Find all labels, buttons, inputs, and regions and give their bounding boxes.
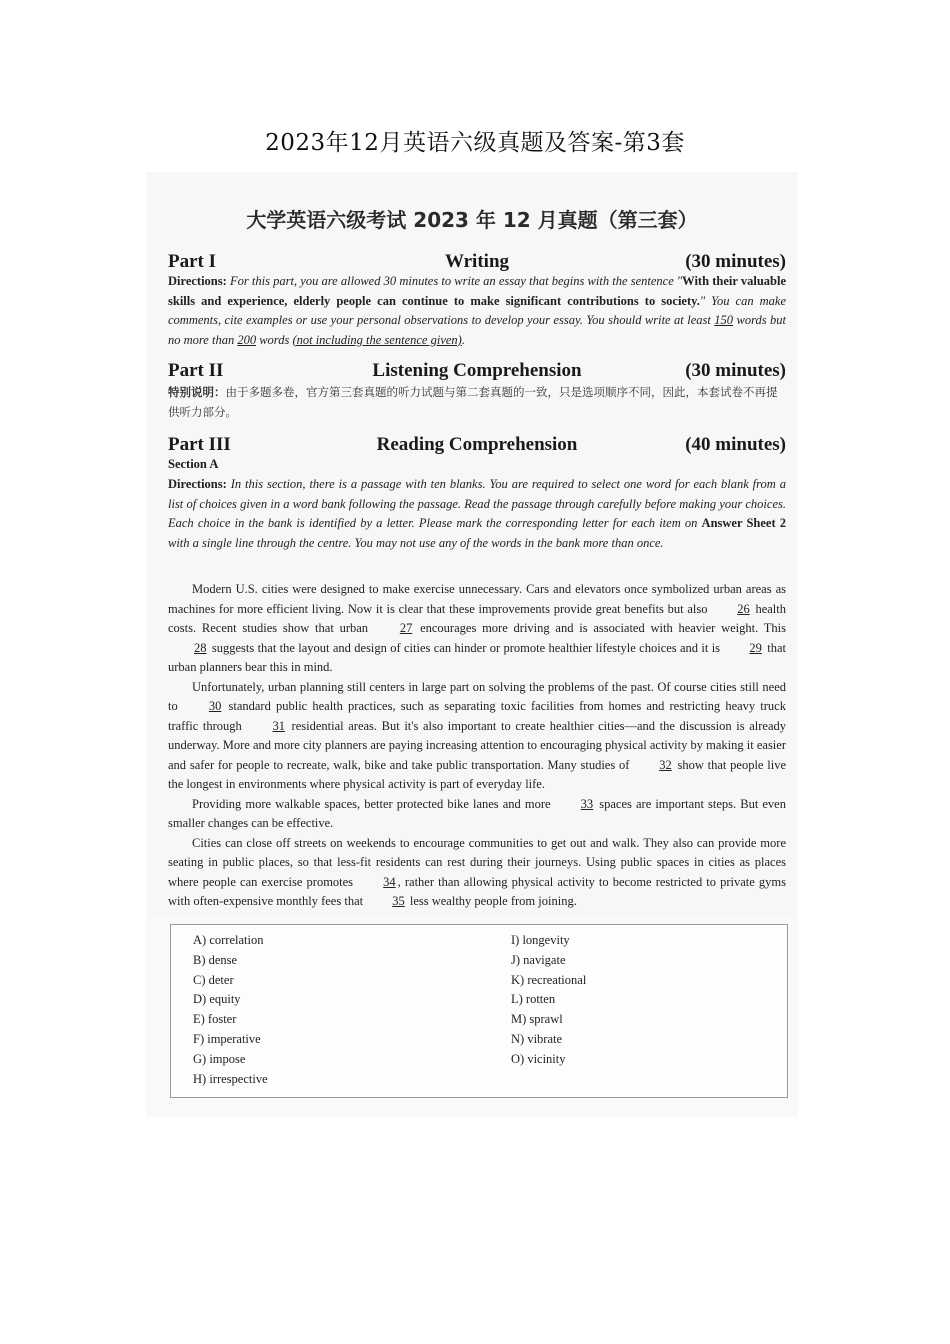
max-word-count: 200 bbox=[237, 332, 257, 347]
part-1-directions: Directions: For this part, you are allowed 30 minutes to write an essay that begins with the sentence "With their valuable skills and experience, elderly people can continue to make significant contributions to society." You can make comments, cite examples or use your personal observations to develop your essay. You should write at least 150 words but no more than 200 words (not including the sentence given). bbox=[168, 274, 787, 347]
part-1-name: Writing bbox=[444, 251, 510, 272]
blank-30: 30 bbox=[208, 699, 222, 713]
part-3-directions: Directions: In this section, there is a passage with ten blanks. You are required to select one word for each blank from a list of choices given in a word bank following the passage. Read the passage through carefully before making your choices. Each choice in the bank is identified by a letter. Please mark the corresponding letter for each item on Answer Sheet 2 with a single line through the centre. You may not use any of the words in the bank more than once. bbox=[168, 477, 787, 550]
blank-33: 33 bbox=[580, 796, 594, 811]
part-3-time: (40 minutes) bbox=[685, 434, 786, 455]
part-2-label: Part II bbox=[168, 360, 224, 381]
part-1-label: Part I bbox=[168, 251, 217, 272]
blank-34: 34 bbox=[383, 874, 396, 889]
blank-35: 35 bbox=[392, 894, 405, 908]
reading-passage bbox=[168, 580, 786, 912]
passage-paragraph: Unfortunately, urban planning still centers in large part on solving the problems of the past. Of course cities still need to 30 standard public health practices, such as separating toxic facilities from homes and restricting heavy truck traffic through 31 residential areas. But it's also important to create healthier cities—and the discussion is already underway. More and more city planners are paying increasing attention to encouraging physical activity by making it easier and safer for people to recreate, walk, bike and take public transportation. Many studies of 32 show that people live the longest in environments where physical activity is part of everyday life. bbox=[168, 679, 786, 791]
part-2-time: (30 minutes) bbox=[685, 360, 786, 381]
word-bank-right-column bbox=[511, 931, 586, 1070]
part-3-name: Reading Comprehension bbox=[376, 434, 578, 455]
word-option: M) sprawl bbox=[511, 1012, 563, 1027]
blank-28: 28 bbox=[194, 640, 207, 655]
word-option: N) vibrate bbox=[511, 1031, 563, 1046]
word-option: O) vicinity bbox=[511, 1051, 566, 1066]
essay-prompt: With their valuable skills and experience, elderly people can continue to make significant contributions to society. bbox=[168, 274, 786, 308]
word-option: D) equity bbox=[193, 992, 241, 1007]
part-2-name: Listening Comprehension bbox=[372, 360, 582, 381]
word-option: G) impose bbox=[193, 1051, 246, 1066]
passage-paragraph: Cities can close off streets on weekends to encourage communities to get out and walk. They also can provide more seating in public places, so that less-fit residents can rest during their journeys. Using public spaces in cities as places where people can exercise promotes 34 , rather than allowing physical activity to become restricted to private gyms with often-expensive monthly fees that 35 less wealthy people from joining. bbox=[168, 834, 786, 912]
blank-27: 27 bbox=[399, 621, 413, 635]
word-bank-left-column bbox=[193, 931, 268, 1089]
blank-31: 31 bbox=[272, 718, 285, 733]
word-option: A) correlation bbox=[193, 933, 264, 947]
directions-label: Directions: bbox=[168, 477, 227, 491]
word-option: L) rotten bbox=[511, 992, 556, 1007]
document-title: 2023年12月英语六级真题及答案-第3套 bbox=[265, 130, 685, 156]
passage-paragraph: Modern U.S. cities were designed to make exercise unnecessary. Cars and elevators once symbolized urban areas as machines for more efficient living. Now it is clear that these improvements provide great benefits but also 26 health costs. Recent studies show that urban 27 encourages more driving and is associated with heavier weight. This 28 suggests that the layout and design of cities can hinder or promote healthier lifestyle choices and it is 29 that urban planners bear this in mind. bbox=[168, 582, 786, 674]
word-option: H) irrespective bbox=[193, 1071, 268, 1086]
part-1-time: (30 minutes) bbox=[685, 251, 786, 272]
listening-note: 特别说明：由于多题多卷，官方第三套真题的听力试题与第二套真题的一致，只是选项顺序不同，因此，本套试卷不再提供听力部分。 bbox=[168, 385, 778, 419]
word-bank bbox=[170, 924, 788, 1098]
part-3-label: Part III bbox=[168, 434, 231, 455]
answer-sheet-ref: Answer Sheet 2 bbox=[701, 516, 787, 530]
blank-29: 29 bbox=[749, 640, 762, 655]
exam-title: 大学英语六级考试 2023 年 12 月真题（第三套） bbox=[246, 208, 698, 232]
directions-label: Directions: bbox=[168, 274, 227, 288]
section-a-label: Section A bbox=[168, 457, 219, 471]
blank-26: 26 bbox=[737, 601, 750, 616]
word-option: F) imperative bbox=[193, 1031, 261, 1046]
word-option: C) deter bbox=[193, 972, 234, 987]
part-2-header bbox=[168, 360, 786, 384]
blank-32: 32 bbox=[659, 757, 672, 772]
passage-paragraph: Providing more walkable spaces, better protected bike lanes and more 33 spaces are important steps. But even smaller changes can be effective. bbox=[168, 796, 786, 830]
word-option: E) foster bbox=[193, 1012, 237, 1027]
part-3-header bbox=[168, 434, 786, 458]
word-option: J) navigate bbox=[511, 952, 566, 967]
min-word-count: 150 bbox=[714, 313, 734, 327]
word-option: B) dense bbox=[193, 952, 238, 967]
word-option: K) recreational bbox=[511, 972, 587, 987]
word-option: I) longevity bbox=[511, 933, 570, 947]
